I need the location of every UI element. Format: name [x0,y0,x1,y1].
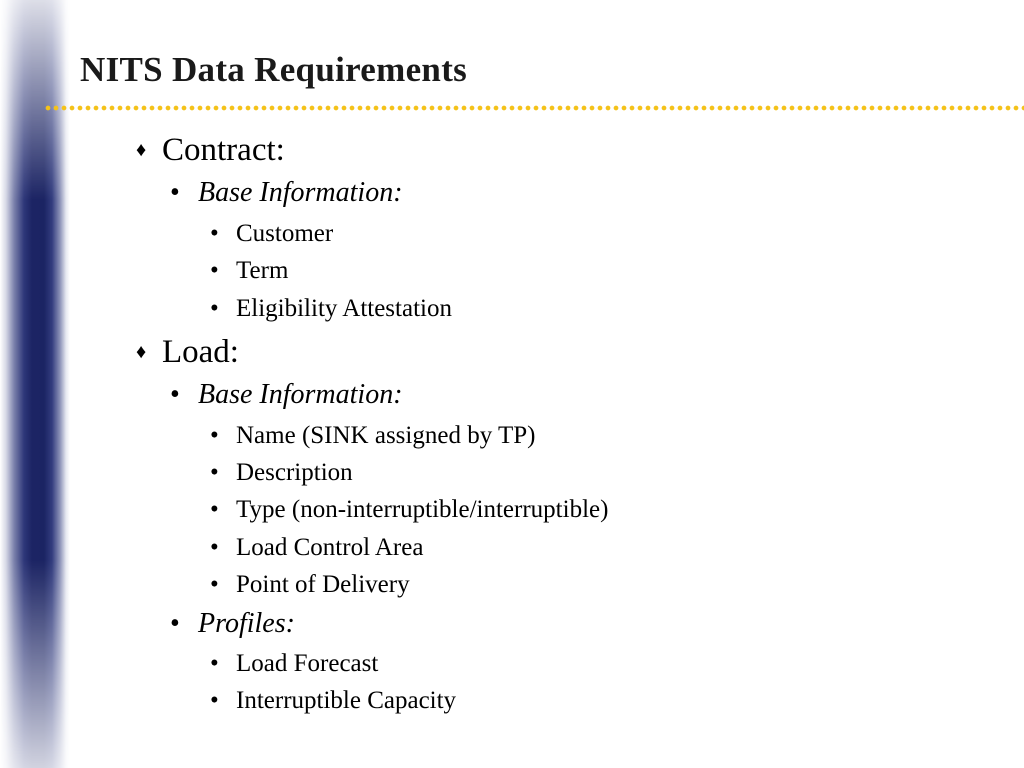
list-item [210,497,608,522]
dot-bullet-icon: • [210,687,219,714]
list-item [210,688,456,713]
dot-bullet-icon: • [210,571,219,598]
bullet-load-profiles [170,610,295,638]
list-item [210,535,423,560]
list-item-label: Load Forecast [236,650,379,677]
diamond-bullet-icon: ♦ [136,341,147,363]
list-item-label: Customer [236,220,334,247]
bullet-load [136,336,239,369]
bullet-load-profiles-label: Profiles: [198,608,295,639]
list-item [210,460,353,485]
bullet-load-base-info [170,381,403,409]
bullet-contract [136,134,285,167]
bullet-contract-base-info [170,179,403,207]
list-item-label: Eligibility Attestation [236,295,452,322]
list-item-label: Name (SINK assigned by TP) [236,422,536,449]
dot-bullet-icon: • [210,459,219,486]
list-item [210,258,288,283]
list-item-label: Interruptible Capacity [236,687,457,714]
dot-bullet-icon: • [210,496,219,523]
dotted-divider [44,105,1024,111]
dot-bullet-icon: • [210,422,219,449]
bullet-load-label: Load: [162,334,239,370]
list-item-label: Term [236,257,289,284]
dot-bullet-icon: • [170,379,180,410]
list-item [210,221,333,246]
list-item [210,423,536,448]
diamond-bullet-icon: ♦ [136,139,147,161]
dot-bullet-icon: • [210,534,219,561]
dot-bullet-icon: • [170,608,180,639]
list-item-label: Load Control Area [236,534,424,561]
bullet-contract-base-info-label: Base Information: [198,177,403,208]
list-item-label: Point of Delivery [236,571,410,598]
bullet-contract-label: Contract: [162,132,285,168]
dot-bullet-icon: • [210,257,219,284]
dot-bullet-icon: • [170,177,180,208]
dot-bullet-icon: • [210,650,219,677]
list-item [210,572,410,597]
dot-bullet-icon: • [210,295,219,322]
list-item-label: Description [236,459,353,486]
dot-bullet-icon: • [210,220,219,247]
bullet-load-base-info-label: Base Information: [198,379,403,410]
list-item [210,651,378,676]
side-gradient-bar [0,0,70,768]
slide-title: NITS Data Requirements [80,50,468,89]
list-item [210,296,452,321]
list-item-label: Type (non-interruptible/interruptible) [236,496,609,523]
